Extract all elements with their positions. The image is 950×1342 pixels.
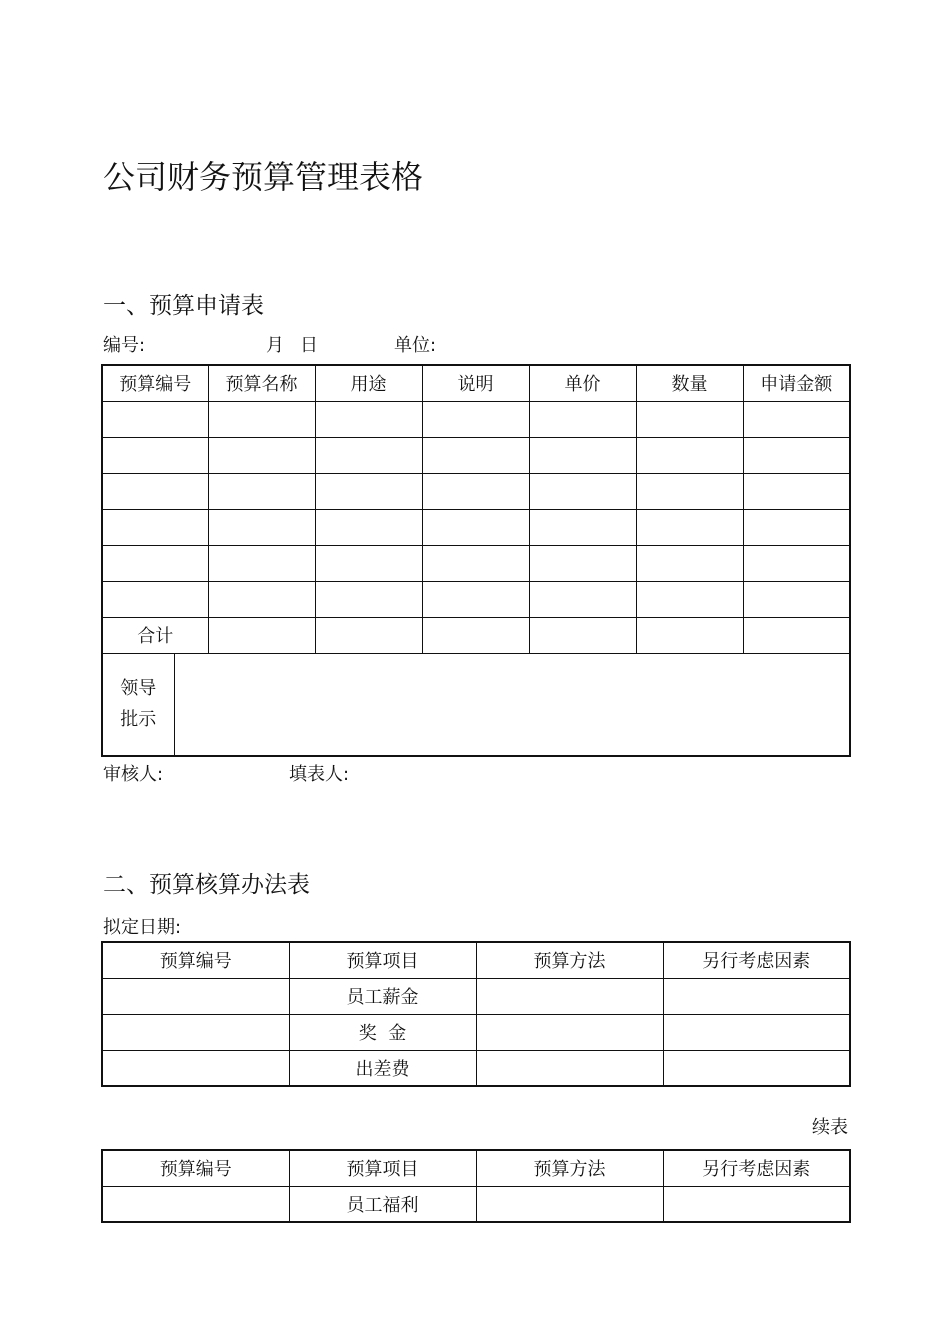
table-cell[interactable] <box>315 581 422 617</box>
table-cell[interactable] <box>476 978 663 1014</box>
budget-method-table <box>101 941 851 1087</box>
budget-item-cell: 员工薪金 <box>289 978 476 1014</box>
table-cell[interactable] <box>636 617 743 653</box>
column-header: 预算编号 <box>102 1150 289 1186</box>
table-cell[interactable] <box>636 581 743 617</box>
table-cell[interactable] <box>102 437 208 473</box>
column-header: 预算方法 <box>476 942 663 978</box>
table-header-row <box>102 365 850 401</box>
table-cell[interactable] <box>102 581 208 617</box>
column-header: 预算名称 <box>208 365 315 401</box>
table-cell[interactable] <box>315 545 422 581</box>
total-row <box>102 617 850 653</box>
table-cell[interactable] <box>743 581 850 617</box>
table-cell[interactable] <box>102 473 208 509</box>
budget-item-cell: 员工福利 <box>289 1186 476 1222</box>
table-cell[interactable] <box>315 617 422 653</box>
table-cell[interactable] <box>663 1014 850 1050</box>
table-cell[interactable] <box>529 473 636 509</box>
table-cell[interactable] <box>636 545 743 581</box>
table-cell[interactable] <box>208 509 315 545</box>
table-cell[interactable] <box>208 473 315 509</box>
table-cell[interactable] <box>315 473 422 509</box>
table-cell[interactable] <box>529 617 636 653</box>
approval-label-line: 批示 <box>120 709 157 731</box>
table-row <box>102 545 850 581</box>
table-cell[interactable] <box>636 437 743 473</box>
table-cell[interactable] <box>102 1186 289 1222</box>
table-cell[interactable] <box>102 545 208 581</box>
table-cell[interactable] <box>636 509 743 545</box>
table-cell[interactable] <box>102 1050 289 1086</box>
table-cell[interactable] <box>743 401 850 437</box>
continued-label: 续表 <box>812 1117 848 1138</box>
column-header: 数量 <box>636 365 743 401</box>
table-cell[interactable] <box>529 545 636 581</box>
approval-label <box>102 653 174 756</box>
table-row <box>102 473 850 509</box>
table-cell[interactable] <box>529 437 636 473</box>
column-header: 说明 <box>422 365 529 401</box>
table-cell[interactable] <box>636 473 743 509</box>
month-label: 月 <box>266 335 284 356</box>
budget-method-table-continued <box>101 1149 851 1223</box>
table-cell[interactable] <box>476 1014 663 1050</box>
table-cell[interactable] <box>476 1050 663 1086</box>
table-row <box>102 978 850 1014</box>
table-cell[interactable] <box>743 473 850 509</box>
approval-row <box>102 653 850 756</box>
table-cell[interactable] <box>208 581 315 617</box>
table-cell[interactable] <box>743 509 850 545</box>
table-cell[interactable] <box>102 401 208 437</box>
table-row <box>102 1050 850 1086</box>
table-cell[interactable] <box>529 401 636 437</box>
table-cell[interactable] <box>663 1050 850 1086</box>
table-cell[interactable] <box>422 617 529 653</box>
table-cell[interactable] <box>422 509 529 545</box>
table-row <box>102 509 850 545</box>
day-label: 日 <box>300 335 318 356</box>
table-cell[interactable] <box>422 581 529 617</box>
column-header: 预算项目 <box>289 1150 476 1186</box>
table-cell[interactable] <box>529 581 636 617</box>
reviewer-label: 审核人: <box>103 764 164 785</box>
unit-label: 单位: <box>394 335 437 356</box>
section2-heading: 二、预算核算办法表 <box>103 872 310 898</box>
column-header: 另行考虑因素 <box>663 942 850 978</box>
budget-item-cell: 出差费 <box>289 1050 476 1086</box>
table-cell[interactable] <box>315 437 422 473</box>
column-header: 用途 <box>315 365 422 401</box>
table-cell[interactable] <box>422 473 529 509</box>
total-label: 合计 <box>102 617 208 653</box>
number-label: 编号: <box>103 335 146 356</box>
table-header-row <box>102 1150 850 1186</box>
column-header: 预算编号 <box>102 942 289 978</box>
table-cell[interactable] <box>208 617 315 653</box>
approval-label-line: 领导 <box>120 678 157 700</box>
budget-item-cell: 奖 金 <box>289 1014 476 1050</box>
approval-field[interactable] <box>174 653 850 756</box>
table-cell[interactable] <box>315 509 422 545</box>
column-header: 预算编号 <box>102 365 208 401</box>
table-row <box>102 437 850 473</box>
table-cell[interactable] <box>743 437 850 473</box>
table-cell[interactable] <box>422 401 529 437</box>
table-cell[interactable] <box>743 617 850 653</box>
table-row <box>102 1186 850 1222</box>
table-cell[interactable] <box>476 1186 663 1222</box>
table-cell[interactable] <box>315 401 422 437</box>
table-cell[interactable] <box>208 545 315 581</box>
table-cell[interactable] <box>102 1014 289 1050</box>
table-row <box>102 1014 850 1050</box>
table-cell[interactable] <box>743 545 850 581</box>
column-header: 单价 <box>529 365 636 401</box>
table-row <box>102 581 850 617</box>
table-cell[interactable] <box>663 1186 850 1222</box>
table-cell[interactable] <box>529 509 636 545</box>
table-row <box>102 401 850 437</box>
budget-application-table <box>101 364 851 757</box>
section1-heading: 一、预算申请表 <box>103 293 264 319</box>
table-header-row <box>102 942 850 978</box>
column-header: 预算项目 <box>289 942 476 978</box>
table-cell[interactable] <box>102 978 289 1014</box>
table-cell[interactable] <box>208 437 315 473</box>
draft-date-label: 拟定日期: <box>103 917 182 938</box>
column-header: 申请金额 <box>743 365 850 401</box>
table-cell[interactable] <box>102 509 208 545</box>
column-header: 另行考虑因素 <box>663 1150 850 1186</box>
filler-label: 填表人: <box>289 764 350 785</box>
table-cell[interactable] <box>636 401 743 437</box>
table-cell[interactable] <box>422 545 529 581</box>
column-header: 预算方法 <box>476 1150 663 1186</box>
table-cell[interactable] <box>422 437 529 473</box>
table-cell[interactable] <box>663 978 850 1014</box>
document-title: 公司财务预算管理表格 <box>103 158 424 196</box>
table-cell[interactable] <box>208 401 315 437</box>
